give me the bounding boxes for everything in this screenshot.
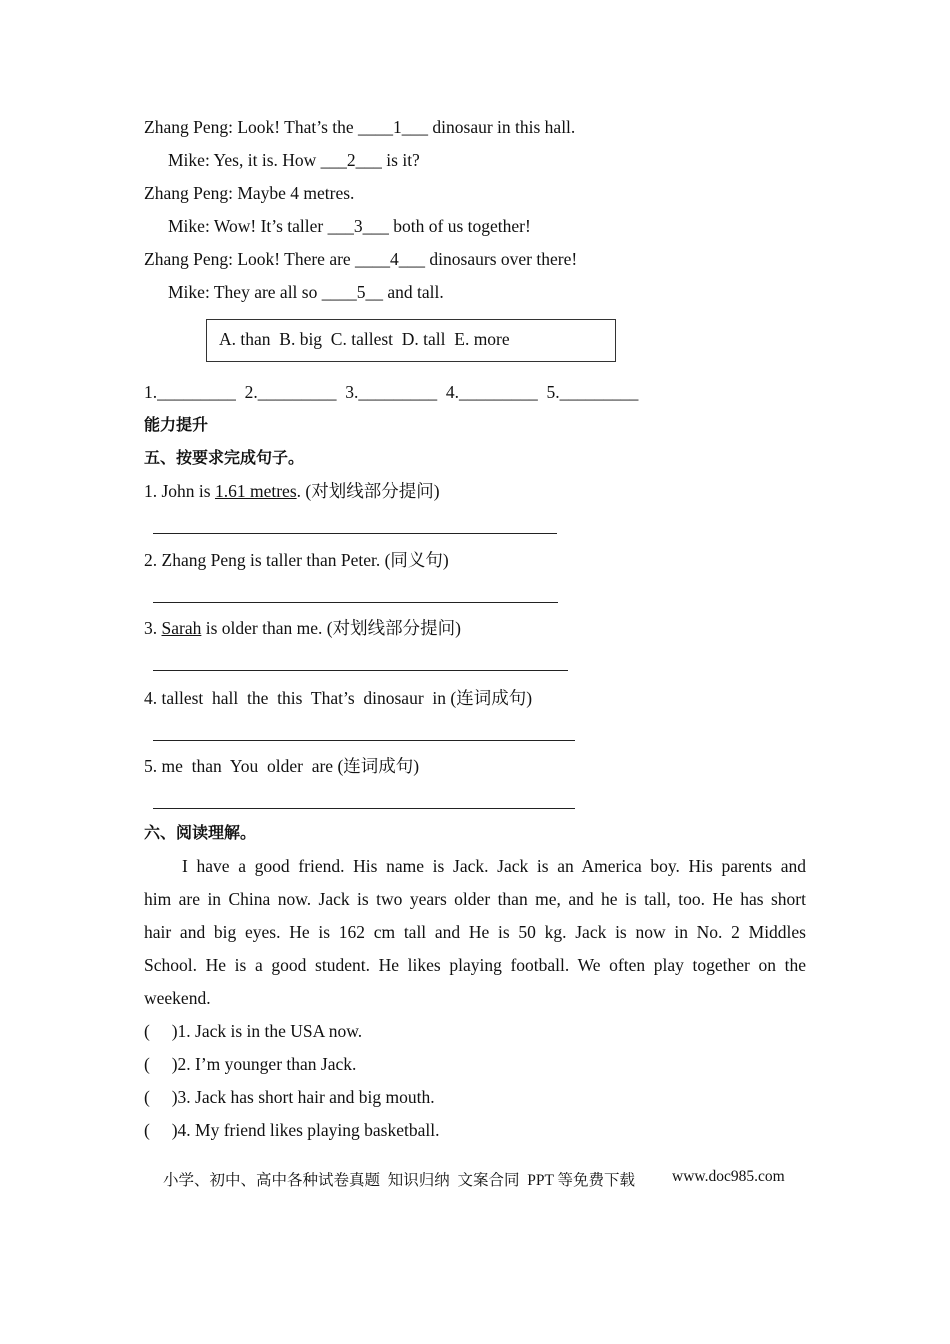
question-2: 2. Zhang Peng is taller than Peter. (同义句) (144, 550, 449, 570)
dialogue-line: Zhang Peng: Look! There are ____4___ dinosaurs over there! (144, 249, 578, 269)
footer-text: 小学、初中、高中各种试卷真题 知识归纳 文案合同 PPT 等免费下载 (163, 1172, 636, 1189)
dialogue-line: Zhang Peng: Look! That’s the ____1___ dinosaur in this hall. (144, 117, 576, 137)
passage-line: weekend. (144, 988, 211, 1008)
passage-line: hair and big eyes. He is 162 cm tall and He is 50 kg. Jack is now in No. 2 Middles (144, 922, 806, 942)
dialogue-line: Mike: They are all so ____5__ and tall. (168, 282, 444, 302)
dialogue-line: Mike: Wow! It’s taller ___3___ both of us together! (168, 216, 531, 236)
q3-text: 3. (144, 618, 162, 638)
question-4: 4. tallest hall the this That’s dinosaur in (连词成句) (144, 688, 533, 708)
dialogue-line: Mike: Yes, it is. How ___2___ is it? (168, 150, 420, 170)
answer-line (153, 670, 568, 671)
q3-instruction: is older than me. (对划线部分提问) (201, 618, 461, 638)
question-3 (144, 617, 461, 639)
passage-line: I have a good friend. His name is Jack. Jack is an America boy. His parents and (182, 856, 806, 876)
section-6-title: 六、阅读理解。 (144, 823, 257, 842)
section-heading: 能力提升 (144, 415, 209, 434)
passage-line: him are in China now. Jack is two years older than me, and he is tall, too. He has short (144, 889, 806, 909)
q1-instruction: . (对划线部分提问) (296, 481, 440, 501)
dialogue-line: Zhang Peng: Maybe 4 metres. (144, 183, 355, 203)
q3-underlined: Sarah (161, 618, 202, 638)
section-5-title: 五、按要求完成句子。 (144, 448, 305, 467)
q1-text: 1. John is (144, 481, 215, 501)
tf-item: ( )1. Jack is in the USA now. (144, 1021, 363, 1041)
tf-item: ( )4. My friend likes playing basketball. (144, 1120, 440, 1140)
tf-item: ( )2. I’m younger than Jack. (144, 1054, 357, 1074)
question-1 (144, 480, 440, 502)
tf-item: ( )3. Jack has short hair and big mouth. (144, 1087, 435, 1107)
answer-blanks: 1._________ 2._________ 3._________ 4._________ 5._________ (144, 382, 639, 402)
options-box (206, 319, 616, 362)
answer-line (153, 533, 557, 534)
footer-link[interactable]: www.doc985.com (672, 1168, 785, 1185)
answer-line (153, 808, 575, 809)
question-5: 5. me than You older are (连词成句) (144, 756, 420, 776)
passage-line: School. He is a good student. He likes playing football. We often play together on the (144, 955, 806, 975)
q1-underlined: 1.61 metres (214, 481, 297, 501)
answer-line (153, 740, 575, 741)
options-text: A. than B. big C. tallest D. tall E. more (219, 329, 510, 349)
answer-line (153, 602, 558, 603)
